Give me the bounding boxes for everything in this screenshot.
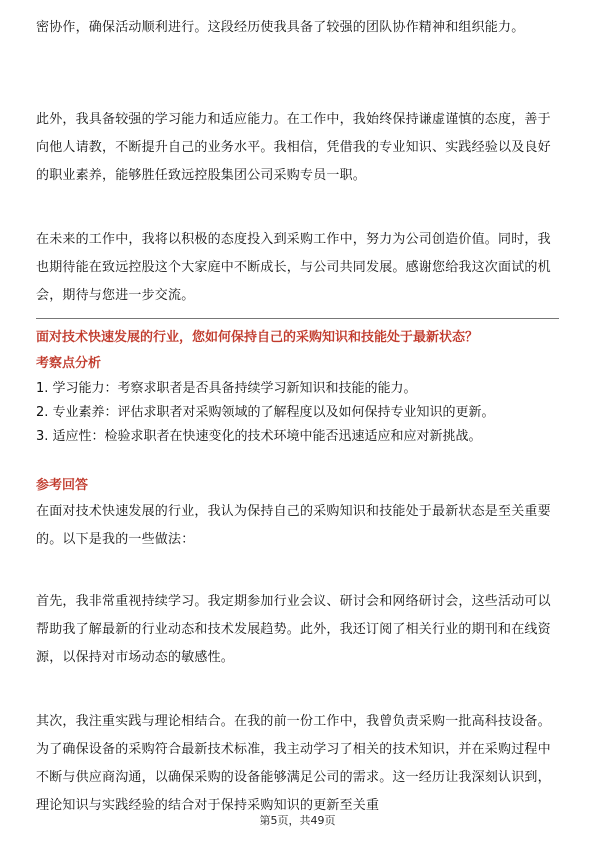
analysis-list bbox=[36, 377, 559, 449]
answer-paragraph-learning: 首先，我非常重视持续学习。我定期参加行业会议、研讨会和网络研讨会，这些活动可以帮助我了解最新的行业动态和技术发展趋势。此外，我还订阅了相关行业的期刊和在线资源，以保持对市场动态的敏感性。 bbox=[36, 594, 551, 665]
paragraph-teamwork: 密协作，确保活动顺利进行。这段经历使我具备了较强的团队协作精神和组织能力。 bbox=[36, 20, 525, 35]
section-divider bbox=[36, 318, 559, 319]
answer-heading: 参考回答 bbox=[36, 478, 89, 493]
interview-question: 面对技术快速发展的行业，您如何保持自己的采购知识和技能处于最新状态？ bbox=[36, 330, 479, 345]
answer-paragraph-practice: 其次，我注重实践与理论相结合。在我的前一份工作中，我曾负责采购一批高科技设备。为了确保设备的采购符合最新技术标准，我主动学习了相关的技术知识，并在采购过程中不断与供应商沟通，以确保采购的设备能够满足公司的需求。这一经历让我深刻认识到，理论知识与实践经验的结合对于保持采购知识的更新至关重 bbox=[36, 714, 551, 813]
analysis-item: 1. 学习能力：考察求职者是否具备持续学习新知识和技能的能力。 bbox=[36, 381, 417, 396]
page-number: 第5页，共49页 bbox=[259, 814, 336, 827]
answer-paragraph-intro: 在面对技术快速发展的行业，我认为保持自己的采购知识和技能处于最新状态是至关重要的。以下是我的一些做法： bbox=[36, 504, 551, 547]
paragraph-learning-ability: 此外，我具备较强的学习能力和适应能力。在工作中，我始终保持谦虚谨慎的态度，善于向他人请教，不断提升自己的业务水平。我相信，凭借我的专业知识、实践经验以及良好的职业素养，能够胜任致远控股集团公司采购专员一职。 bbox=[36, 112, 551, 183]
analysis-item: 3. 适应性：检验求职者在快速变化的技术环境中能否迅速适应和应对新挑战。 bbox=[36, 429, 482, 444]
analysis-heading: 考察点分析 bbox=[36, 356, 102, 371]
analysis-item: 2. 专业素养：评估求职者对采购领域的了解程度以及如何保持专业知识的更新。 bbox=[36, 405, 495, 420]
paragraph-future-outlook: 在未来的工作中，我将以积极的态度投入到采购工作中，努力为公司创造价值。同时，我也期待能在致远控股这个大家庭中不断成长，与公司共同发展。感谢您给我这次面试的机会，期待与您进一步交流。 bbox=[36, 232, 551, 303]
